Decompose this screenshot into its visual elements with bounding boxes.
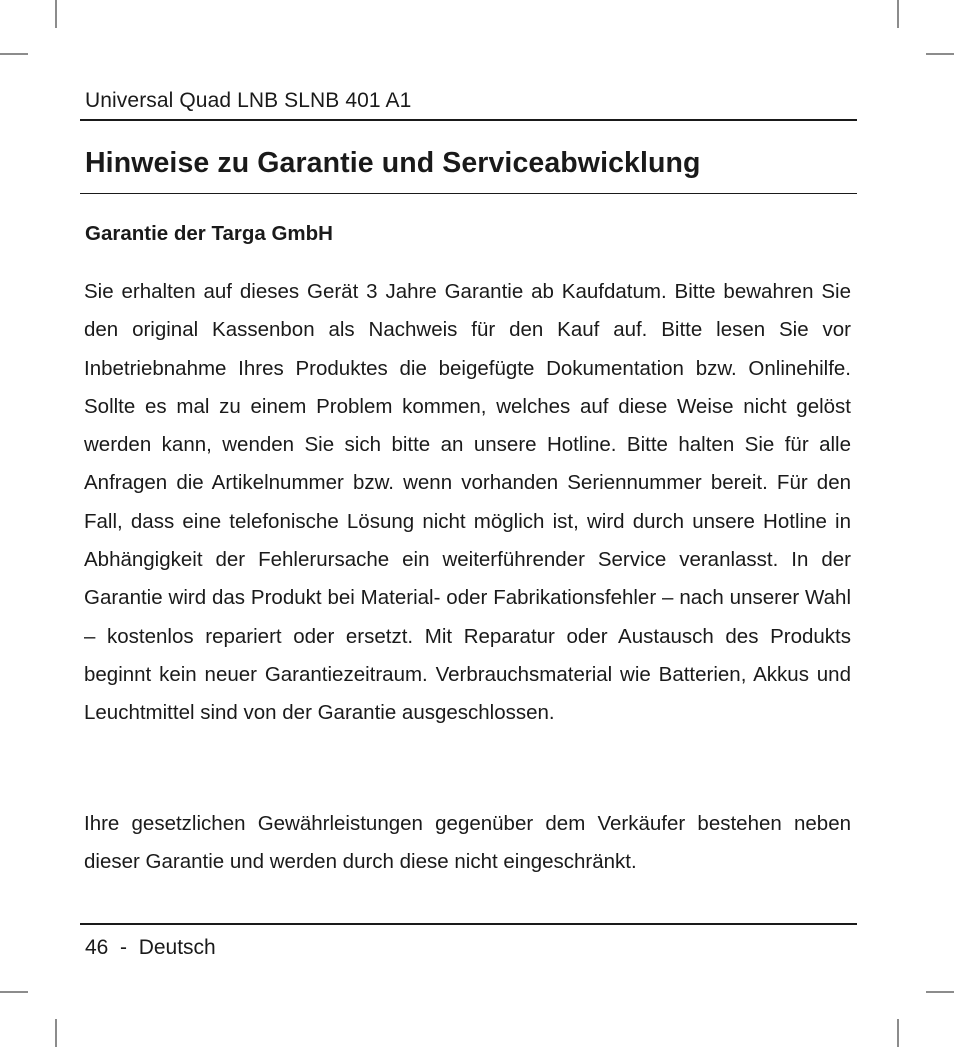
page-footer — [85, 933, 216, 963]
section-title-rule — [80, 193, 857, 194]
product-title: Universal Quad LNB SLNB 401 A1 — [85, 89, 412, 112]
footer-language: Deutsch — [138, 936, 216, 959]
crop-mark-top-right-vertical — [897, 0, 899, 28]
crop-mark-top-left-horizontal — [0, 53, 28, 55]
statutory-rights-paragraph: Ihre gesetzlichen Gewährleistungen gegenüber dem Verkäufer bestehen neben dieser Garantie und werden durch diese nicht eingeschränkt. — [84, 812, 851, 874]
crop-mark-top-left-vertical — [55, 0, 57, 28]
crop-mark-bottom-left-horizontal — [0, 991, 28, 993]
crop-mark-top-right-horizontal — [926, 53, 954, 55]
crop-mark-bottom-left-vertical — [55, 1019, 57, 1047]
section-subtitle: Garantie der Targa GmbH — [85, 222, 333, 245]
footer-spacer-1 — [108, 936, 120, 959]
footer-spacer-2 — [127, 936, 139, 959]
crop-mark-bottom-right-vertical — [897, 1019, 899, 1047]
footer-rule — [80, 923, 857, 925]
header-rule — [80, 119, 857, 121]
page-number: 46 — [85, 936, 109, 959]
warranty-paragraph: Sie erhalten auf dieses Gerät 3 Jahre Garantie ab Kaufdatum. Bitte bewahren Sie den original Kassenbon als Nachweis für den Kauf auf. Bitte lesen Sie vor Inbetriebnahme Ihres Produktes die beigefügte Dokumentation bzw. Onlinehilfe. Sollte es mal zu einem Problem kommen, welches auf diese Weise nicht gelöst werden kann, wenden Sie sich bitte an unsere Hotline. Bitte halten Sie für alle Anfragen die Artikelnummer bzw. wenn vorhanden Seriennummer bereit. Für den Fall, dass eine telefonische Lösung nicht möglich ist, wird durch unsere Hotline in Abhängigkeit der Fehlerursache ein weiterführender Service veranlasst. In der Garantie wird das Produkt bei Material- oder Fabrikationsfehler – nach unserer Wahl – kostenlos repariert oder ersetzt. Mit Reparatur oder Austausch des Produkts beginnt kein neuer Garantiezeitraum. Verbrauchsmaterial wie Batterien, Akkus und Leuchtmittel sind von der Garantie ausgeschlossen. — [84, 280, 851, 725]
section-title: Hinweise zu Garantie und Serviceabwicklung — [85, 147, 701, 179]
crop-mark-bottom-right-horizontal — [926, 991, 954, 993]
footer-separator: - — [120, 936, 128, 959]
